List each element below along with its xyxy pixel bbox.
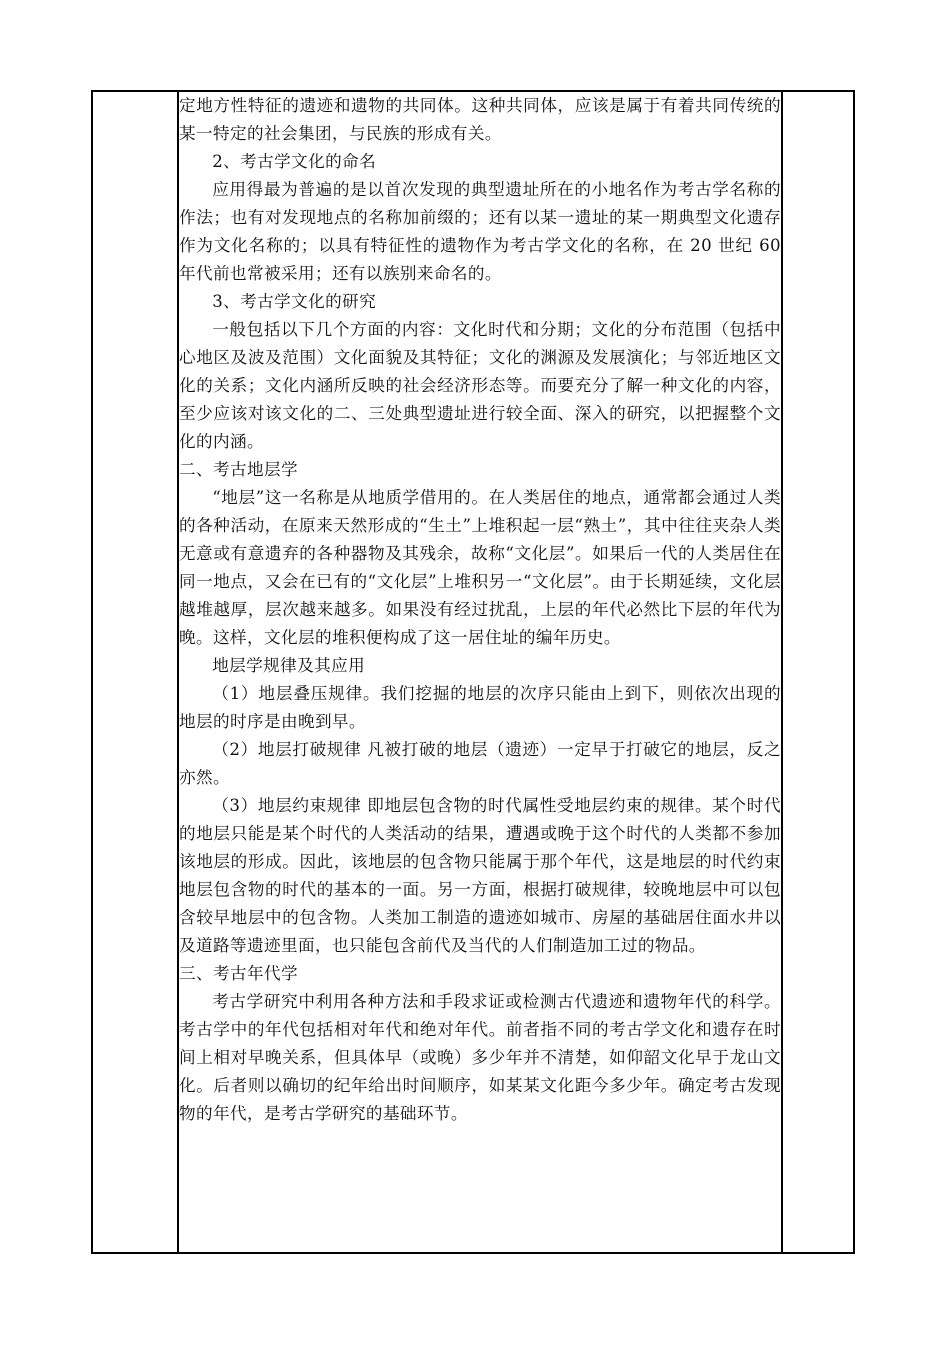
- heading-research: 3、考古学文化的研究: [212, 292, 377, 311]
- content-cell: [178, 91, 782, 1253]
- rule-constraint: （3）地层约束规律 即地层包含物的时代属性受地层约束的规律。某个时代的地层只能是某个时代的人类活动的结果，遭遇或晚于这个时代的人类都不参加该地层的形成。因此，该地层的包含物只能属于那个年代，这是地层的时代约束地层包含物的时代的基本的一面。另一方面，根据打破规律，较晚地层中可以包含较早地层中的包含物。人类加工制造的遗迹如城市、房屋的基础居住面水井以及道路等遗迹里面，也只能包含前代及当代的人们制造加工过的物品。: [179, 796, 781, 955]
- paragraph-research: 一般包括以下几个方面的内容：文化时代和分期；文化的分布范围（包括中心地区及波及范围）文化面貌及其特征；文化的渊源及发展演化；与邻近地区文化的关系；文化内涵所反映的社会经济形态等。而要充分了解一种文化的内容，至少应该对该文化的二、三处典型遗址进行较全面、深入的研究，以把握整个文化的内涵。: [179, 320, 781, 451]
- paragraph-stratigraphy: “地层”这一名称是从地质学借用的。在人类居住的地点，通常都会通过人类的各种活动，在原来天然形成的“生土”上堆积起一层“熟土”，其中往往夹杂人类无意或有意遗弃的各种器物及其残余，故称“文化层”。如果后一代的人类居住在同一地点，又会在已有的“文化层”上堆积另一“文化层”。由于长期延续，文化层越堆越厚，层次越来越多。如果没有经过扰乱，上层的年代必然比下层的年代为晚。这样，文化层的堆积便构成了这一居住址的编年历史。: [179, 488, 781, 647]
- heading-stratigraphy-rules: 地层学规律及其应用: [212, 656, 366, 675]
- body-text: [179, 92, 781, 1128]
- paragraph-naming: 应用得最为普遍的是以首次发现的典型遗址所在的小地名作为考古学名称的作法；也有对发现地点的名称加前缀的；还有以某一遗址的某一期典型文化遗存作为文化名称的；以具有特征性的遗物作为考古学文化的名称，在 20 世纪 60 年代前也常被采用；还有以族别来命名的。: [179, 180, 781, 283]
- paragraph-continuation: 定地方性特征的遗迹和遗物的共同体。这种共同体，应该是属于有着共同传统的某一特定的社会集团，与民族的形成有关。: [179, 96, 781, 143]
- right-cell: [782, 91, 854, 1253]
- rule-superposition: （1）地层叠压规律。我们挖掘的地层的次序只能由上到下，则依次出现的地层的时序是由晚到早。: [179, 684, 781, 731]
- section-heading-stratigraphy: 二、考古地层学: [179, 460, 298, 479]
- section-heading-chronology: 三、考古年代学: [179, 964, 298, 983]
- rule-intrusion: （2）地层打破规律 凡被打破的地层（遗迹）一定早于打破它的地层，反之亦然。: [179, 740, 781, 787]
- paragraph-chronology: 考古学研究中利用各种方法和手段求证或检测古代遗迹和遗物年代的科学。考古学中的年代包括相对年代和绝对年代。前者指不同的考古学文化和遗存在时间上相对早晚关系，但具体早（或晚）多少年并不清楚，如仰韶文化早于龙山文化。后者则以确切的纪年给出时间顺序，如某某文化距今多少年。确定考古发现物的年代，是考古学研究的基础环节。: [179, 992, 781, 1123]
- heading-naming: 2、考古学文化的命名: [212, 152, 377, 171]
- lesson-table: [91, 90, 855, 1254]
- left-cell: [92, 91, 178, 1253]
- table-row: [92, 91, 854, 1253]
